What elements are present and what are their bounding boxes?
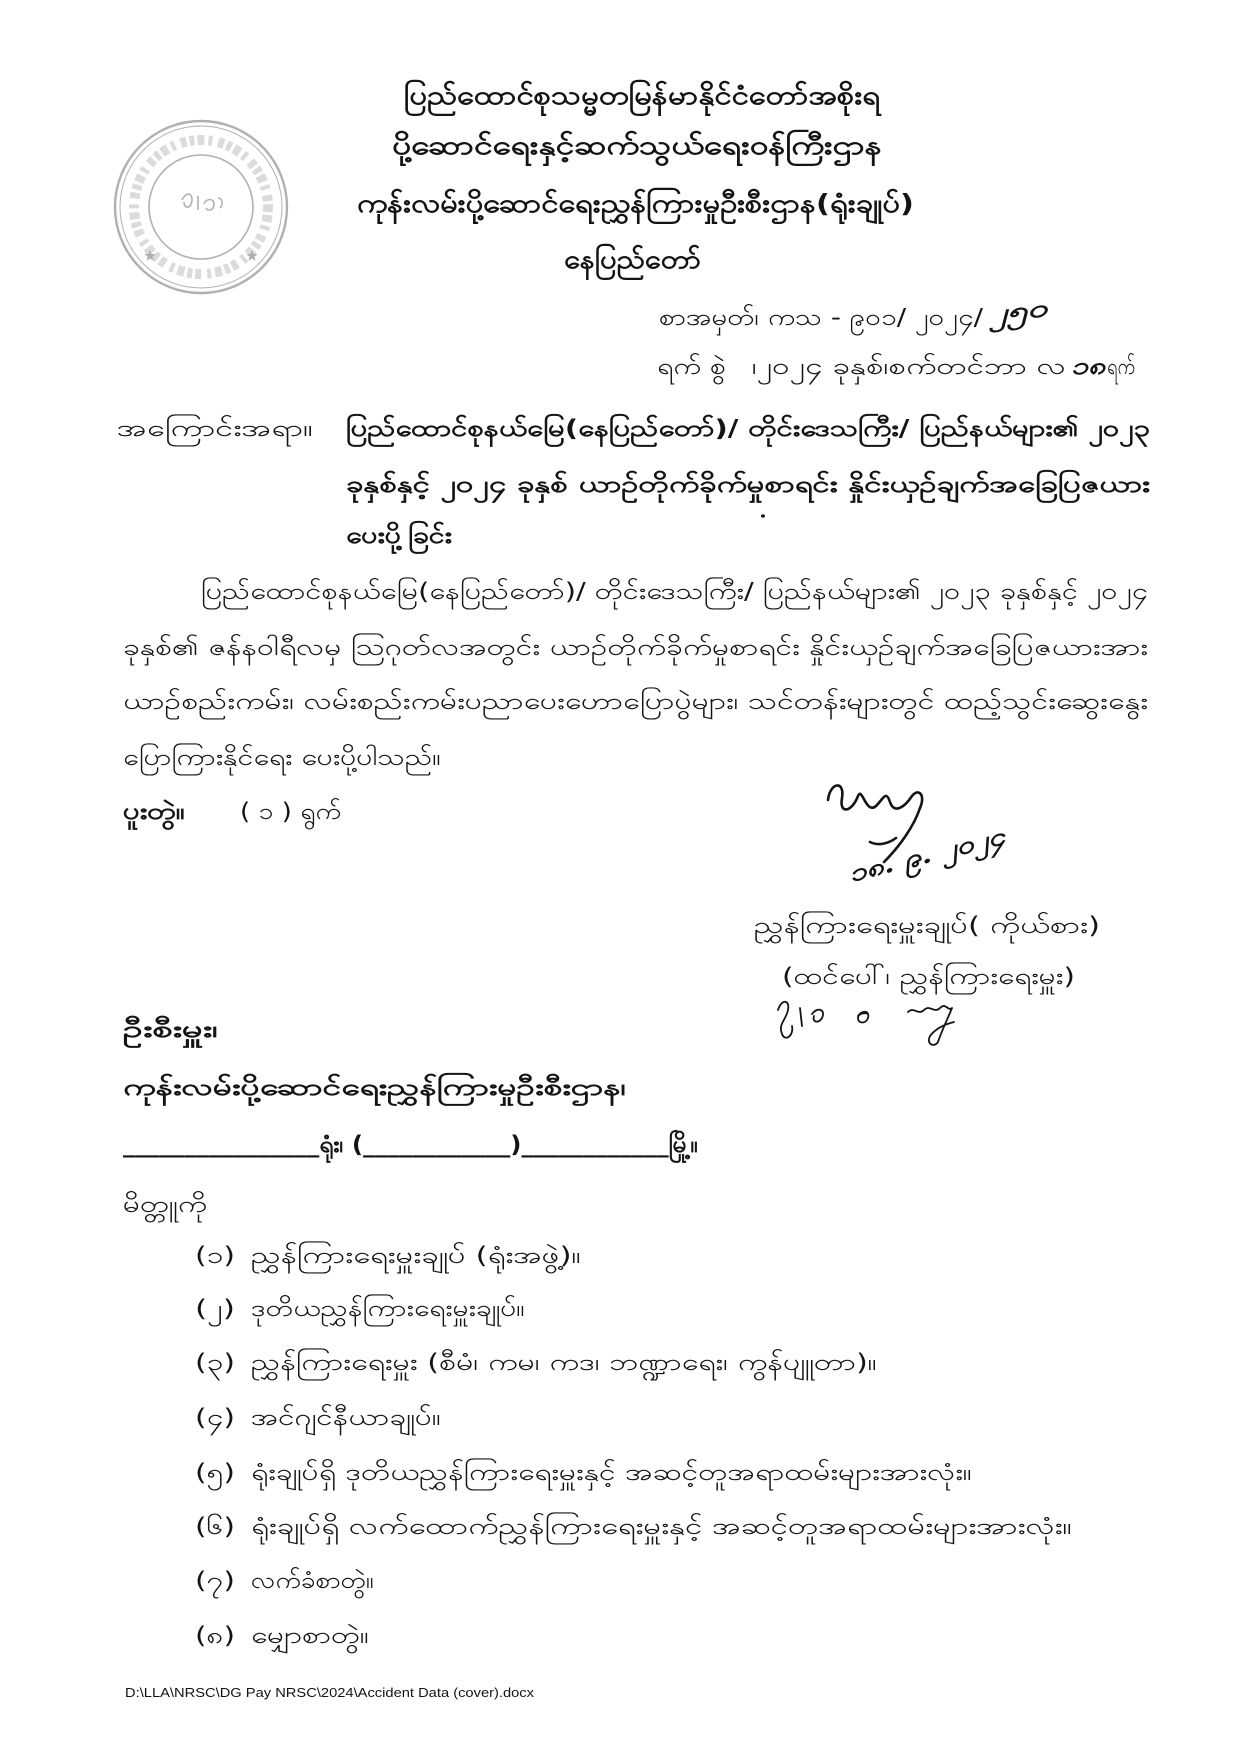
subject-line: ခုနှစ်နှင့် ၂၀၂၄ ခုနှစ် ယာဉ်တိုက်ခိုက်မှုစာရင်း နှိုင်းယှဉ်ချက်အခြေပြဇယား [346, 472, 943, 498]
list-item: ရုံးချုပ်ရှိ လက်ထောက်ညွှန်ကြားရေးမှူးနှင့် အဆင့်တူအရာထမ်းများအားလုံး။ [251, 1514, 859, 1540]
enclosure-label: ပူးတွဲ။ [123, 799, 172, 825]
list-item: ဒုတိယညွှန်ကြားရေးမှူးချုပ်။ [251, 1296, 474, 1322]
recipient-office-blank: ________________ရုံး၊ (____________)____________မြို့။ [123, 1132, 663, 1158]
enclosure-count: ( ၁ ) ရွက် [240, 799, 329, 825]
recipient-title: ဦးစီးမှူး၊ [123, 1017, 183, 1043]
signature-handwritten-date: ၁၈. ၉. ၂၀၂၄ [845, 829, 974, 888]
list-item: မျှောစာတွဲ။ [251, 1623, 343, 1649]
recipient-department: ကုန်းလမ်းပို့ဆောင်ရေးညွှန်ကြားမှုဦးစီးဌာန၊ [123, 1075, 469, 1101]
list-item: အင်ဂျင်နီယာချုပ်။ [251, 1405, 399, 1431]
letterhead-ministry: ပို့ဆောင်ရေးနှင့်ဆက်သွယ်ရေးဝန်ကြီးဌာန [392, 131, 759, 160]
body-line: ပြောကြားနိုင်ရေး ပေးပို့ပါသည်။ [123, 745, 381, 771]
copy-to-label: မိတ္တူကို [123, 1192, 188, 1218]
reference-number: စာအမှတ်၊ ကသ - ၉၀၁/ ၂၀၂၄/ [659, 305, 927, 331]
signatory-name: (ထင်ပေါ်၊ ညွှန်ကြားရေးမှူး) [782, 964, 1009, 990]
ink-speck [761, 514, 765, 517]
date-handwritten-day: ၁၈ [1071, 351, 1107, 380]
letterhead-government: ပြည်ထောင်စုသမ္မတမြန်မာနိုင်ငံတော်အစိုးရ [404, 81, 788, 110]
list-item-number: (၅) [195, 1460, 226, 1486]
date-suffix: ရက် [1107, 354, 1143, 380]
list-item-number: (၁) [195, 1243, 235, 1269]
signatory-title: ညွှန်ကြားရေးမှူးချုပ်( ကိုယ်စား) [754, 913, 1012, 939]
date-label: ရက် စွဲ [657, 354, 713, 380]
list-item-number: (၂) [195, 1296, 225, 1322]
footer-file-path: D:\LLA\NRSC\DG Pay NRSC\2024\Accident Data (cover).docx [125, 1685, 535, 1700]
list-item-number: (၆) [195, 1514, 235, 1540]
list-item-number: (၇) [195, 1568, 226, 1594]
body-line: ခုနှစ်၏ ဇန်နဝါရီလမှ ဩဂုတ်လအတွင်း ယာဉ်တိုက်ခိုက်မှုစာရင်း နှိုင်းယှဉ်ချက်အခြေပြဇယားအား [123, 635, 911, 661]
reference-handwritten-number: ၂၅၀ [987, 295, 1030, 328]
subject-line: ပြည်ထောင်စုနယ်မြေ(နေပြည်တော်)/ တိုင်းဒေသကြီး/ ပြည်နယ်များ၏ ၂၀၂၃ [346, 416, 983, 442]
list-item-number: (၃) [195, 1350, 226, 1376]
list-item-number: (၈) [195, 1623, 235, 1649]
letterhead-city: နေပြည်တော် [564, 245, 682, 274]
list-item: ရုံးချုပ်ရှိ ဒုတိယညွှန်ကြားရေးမှူးနှင့် အဆင့်တူအရာထမ်းများအားလုံး။ [251, 1460, 805, 1486]
list-item: ညွှန်ကြားရေးမှူးချုပ် (ရုံးအဖွဲ့)။ [251, 1243, 496, 1269]
body-line: ပြည်ထောင်စုနယ်မြေ(နေပြည်တော်)/ တိုင်းဒေသကြီး/ ပြည်နယ်များ၏ ၂၀၂၃ ခုနှစ်နှင့် ၂၀၂၄ [201, 579, 957, 605]
subject-label: အကြောင်းအရာ။ [117, 416, 257, 442]
letterhead-department: ကုန်းလမ်းပို့ဆောင်ရေးညွှန်ကြားမှုဦးစီးဌာန(ရုံးချုပ်) [357, 189, 809, 218]
list-item-number: (၄) [195, 1405, 226, 1431]
list-item: ညွှန်ကြားရေးမှူး (စီမံ၊ ကမ၊ ကဒ၊ ဘဏ္ဍာရေး၊ ကွန်ပျူတာ)။ [251, 1350, 726, 1376]
subject-line: ပေးပို့ခြင်း [346, 523, 432, 549]
list-item: လက်ခံစာတွဲ။ [251, 1568, 360, 1594]
body-line: ယာဉ်စည်းကမ်း၊ လမ်းစည်းကမ်းပညာပေးဟောပြောပွဲများ၊ သင်တန်းများတွင် ထည့်သွင်းဆွေးနွေး [123, 689, 906, 715]
date-printed: ၊၂၀၂၄ ခုနှစ်၊စက်တင်ဘာ လ [752, 354, 984, 380]
